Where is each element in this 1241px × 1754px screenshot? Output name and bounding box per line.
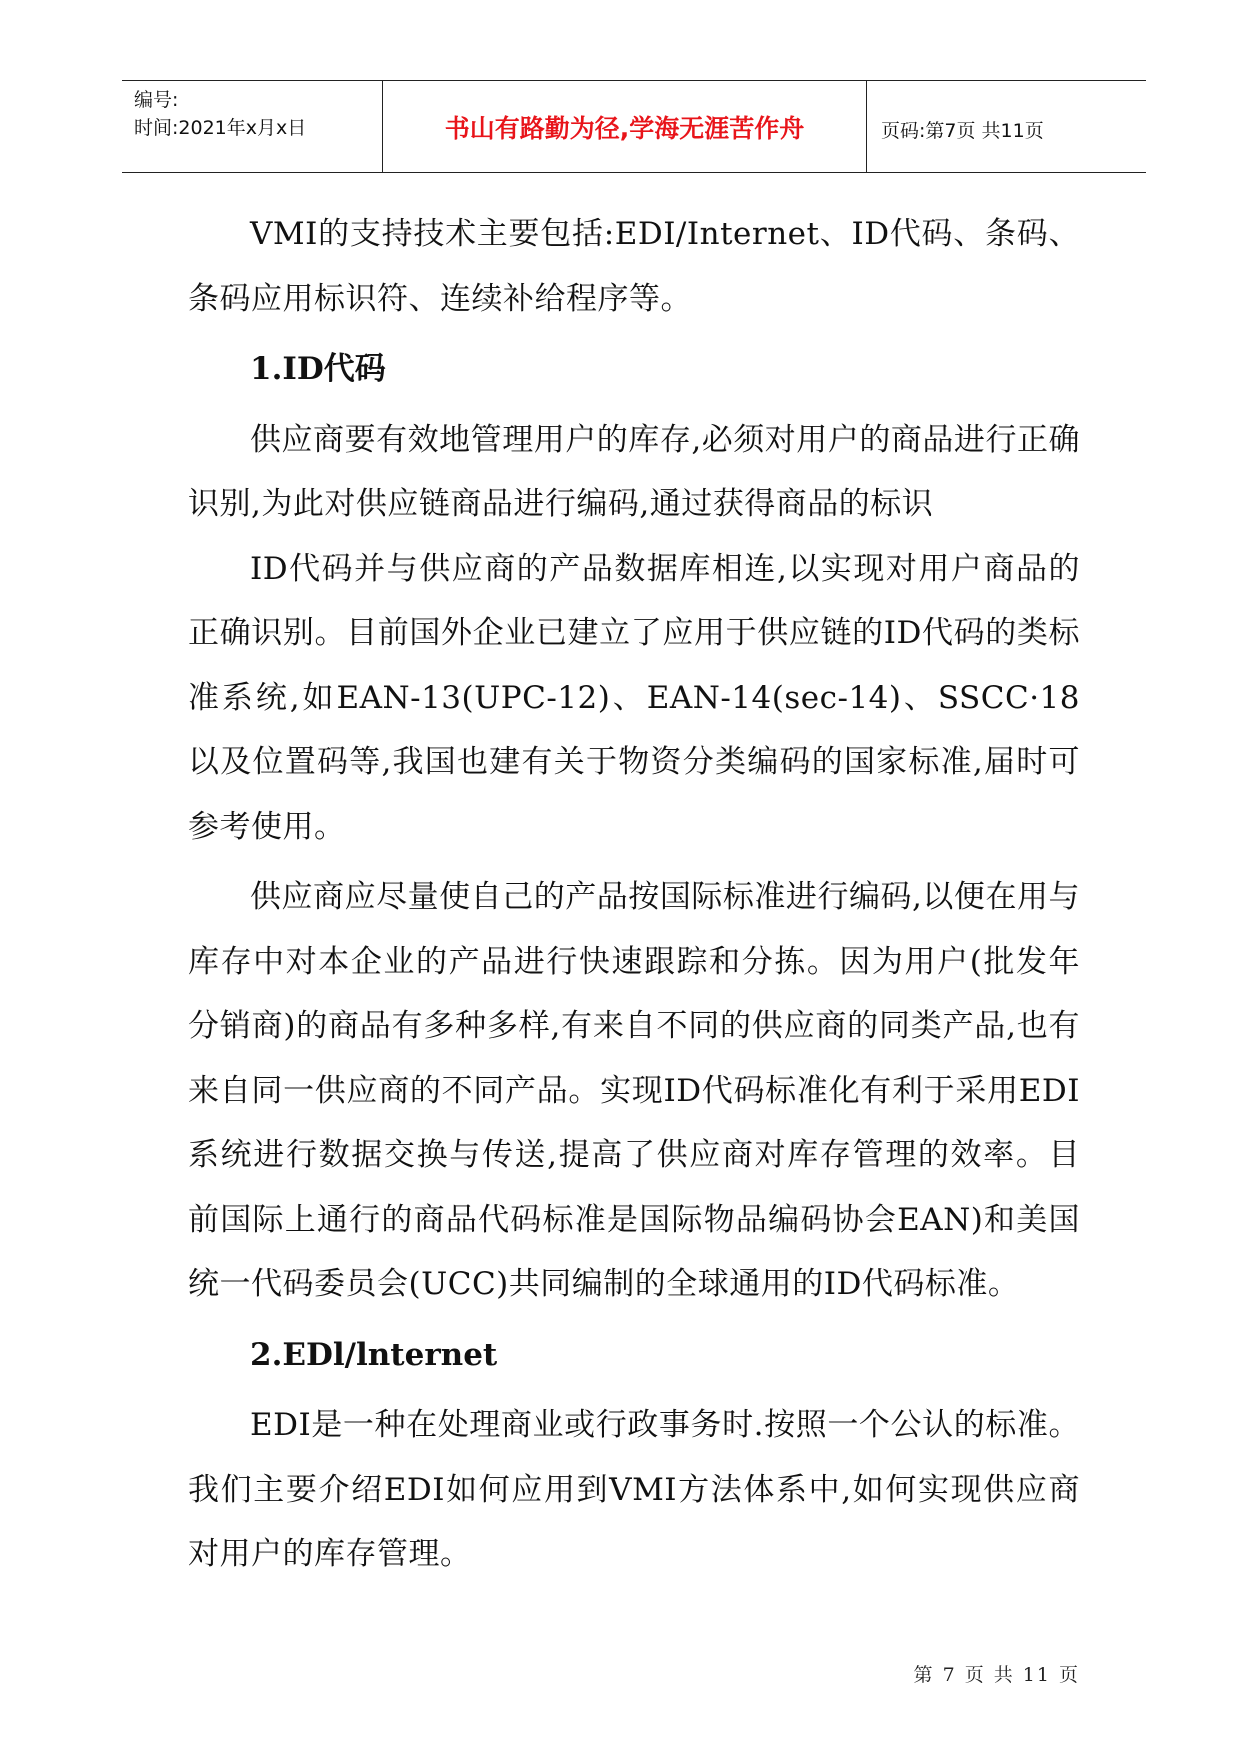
paragraph: ID代码并与供应商的产品数据库相连,以实现对用户商品的正确识别。目前国外企业已建立了应用于供应链的ID代码的类标准系统,如EAN-13(UPC-12)、EAN-14(sec-14)、SSCC·18以及位置码等,我国也建有关于物资分类编码的国家标准,届时可参考使用。 <box>188 550 1080 845</box>
date-label: 时间:2021年x月x日 <box>134 117 307 139</box>
document-body <box>188 202 1080 1587</box>
page-header <box>122 80 1146 173</box>
intro-paragraph: VMI的支持技术主要包括:EDI/Internet、ID代码、条码、条码应用标识符、连续补给程序等。 <box>188 216 1080 317</box>
header-page-code: 页码:第7页 共11页 <box>881 120 1044 142</box>
paragraph: 供应商应尽量使自己的产品按国际标准进行编码,以便在用与库存中对本企业的产品进行快速跟踪和分拣。因为用户(批发年分销商)的商品有多种多样,有来自不同的供应商的同类产品,也有来自同一供应商的不同产品。实现ID代码标准化有利于采用EDI系统进行数据交换与传送,提高了供应商对库存管理的效率。目前国际上通行的商品代码标准是国际物品编码协会EAN)和美国统一代码委员会(UCC)共同编制的全球通用的ID代码标准。 <box>188 879 1080 1302</box>
header-motto-cell <box>383 81 867 172</box>
header-info-cell <box>122 81 383 172</box>
section-heading-edi-internet: 2.EDl/lnternet <box>250 1336 498 1373</box>
serial-number-label: 编号: <box>134 89 179 111</box>
header-page-cell <box>867 81 1146 172</box>
section-heading-id-code: 1.ID代码 <box>250 351 386 387</box>
motto-text: 书山有路勤为径,学海无涯苦作舟 <box>444 114 805 143</box>
page-footer: 第 7 页 共 11 页 <box>913 1664 1080 1686</box>
paragraph: EDI是一种在处理商业或行政事务时.按照一个公认的标准。我们主要介绍EDI如何应用到VMI方法体系中,如何实现供应商对用户的库存管理。 <box>188 1407 1080 1572</box>
paragraph: 供应商要有效地管理用户的库存,必须对用户的商品进行正确识别,为此对供应链商品进行编码,通过获得商品的标识 <box>188 421 1080 522</box>
